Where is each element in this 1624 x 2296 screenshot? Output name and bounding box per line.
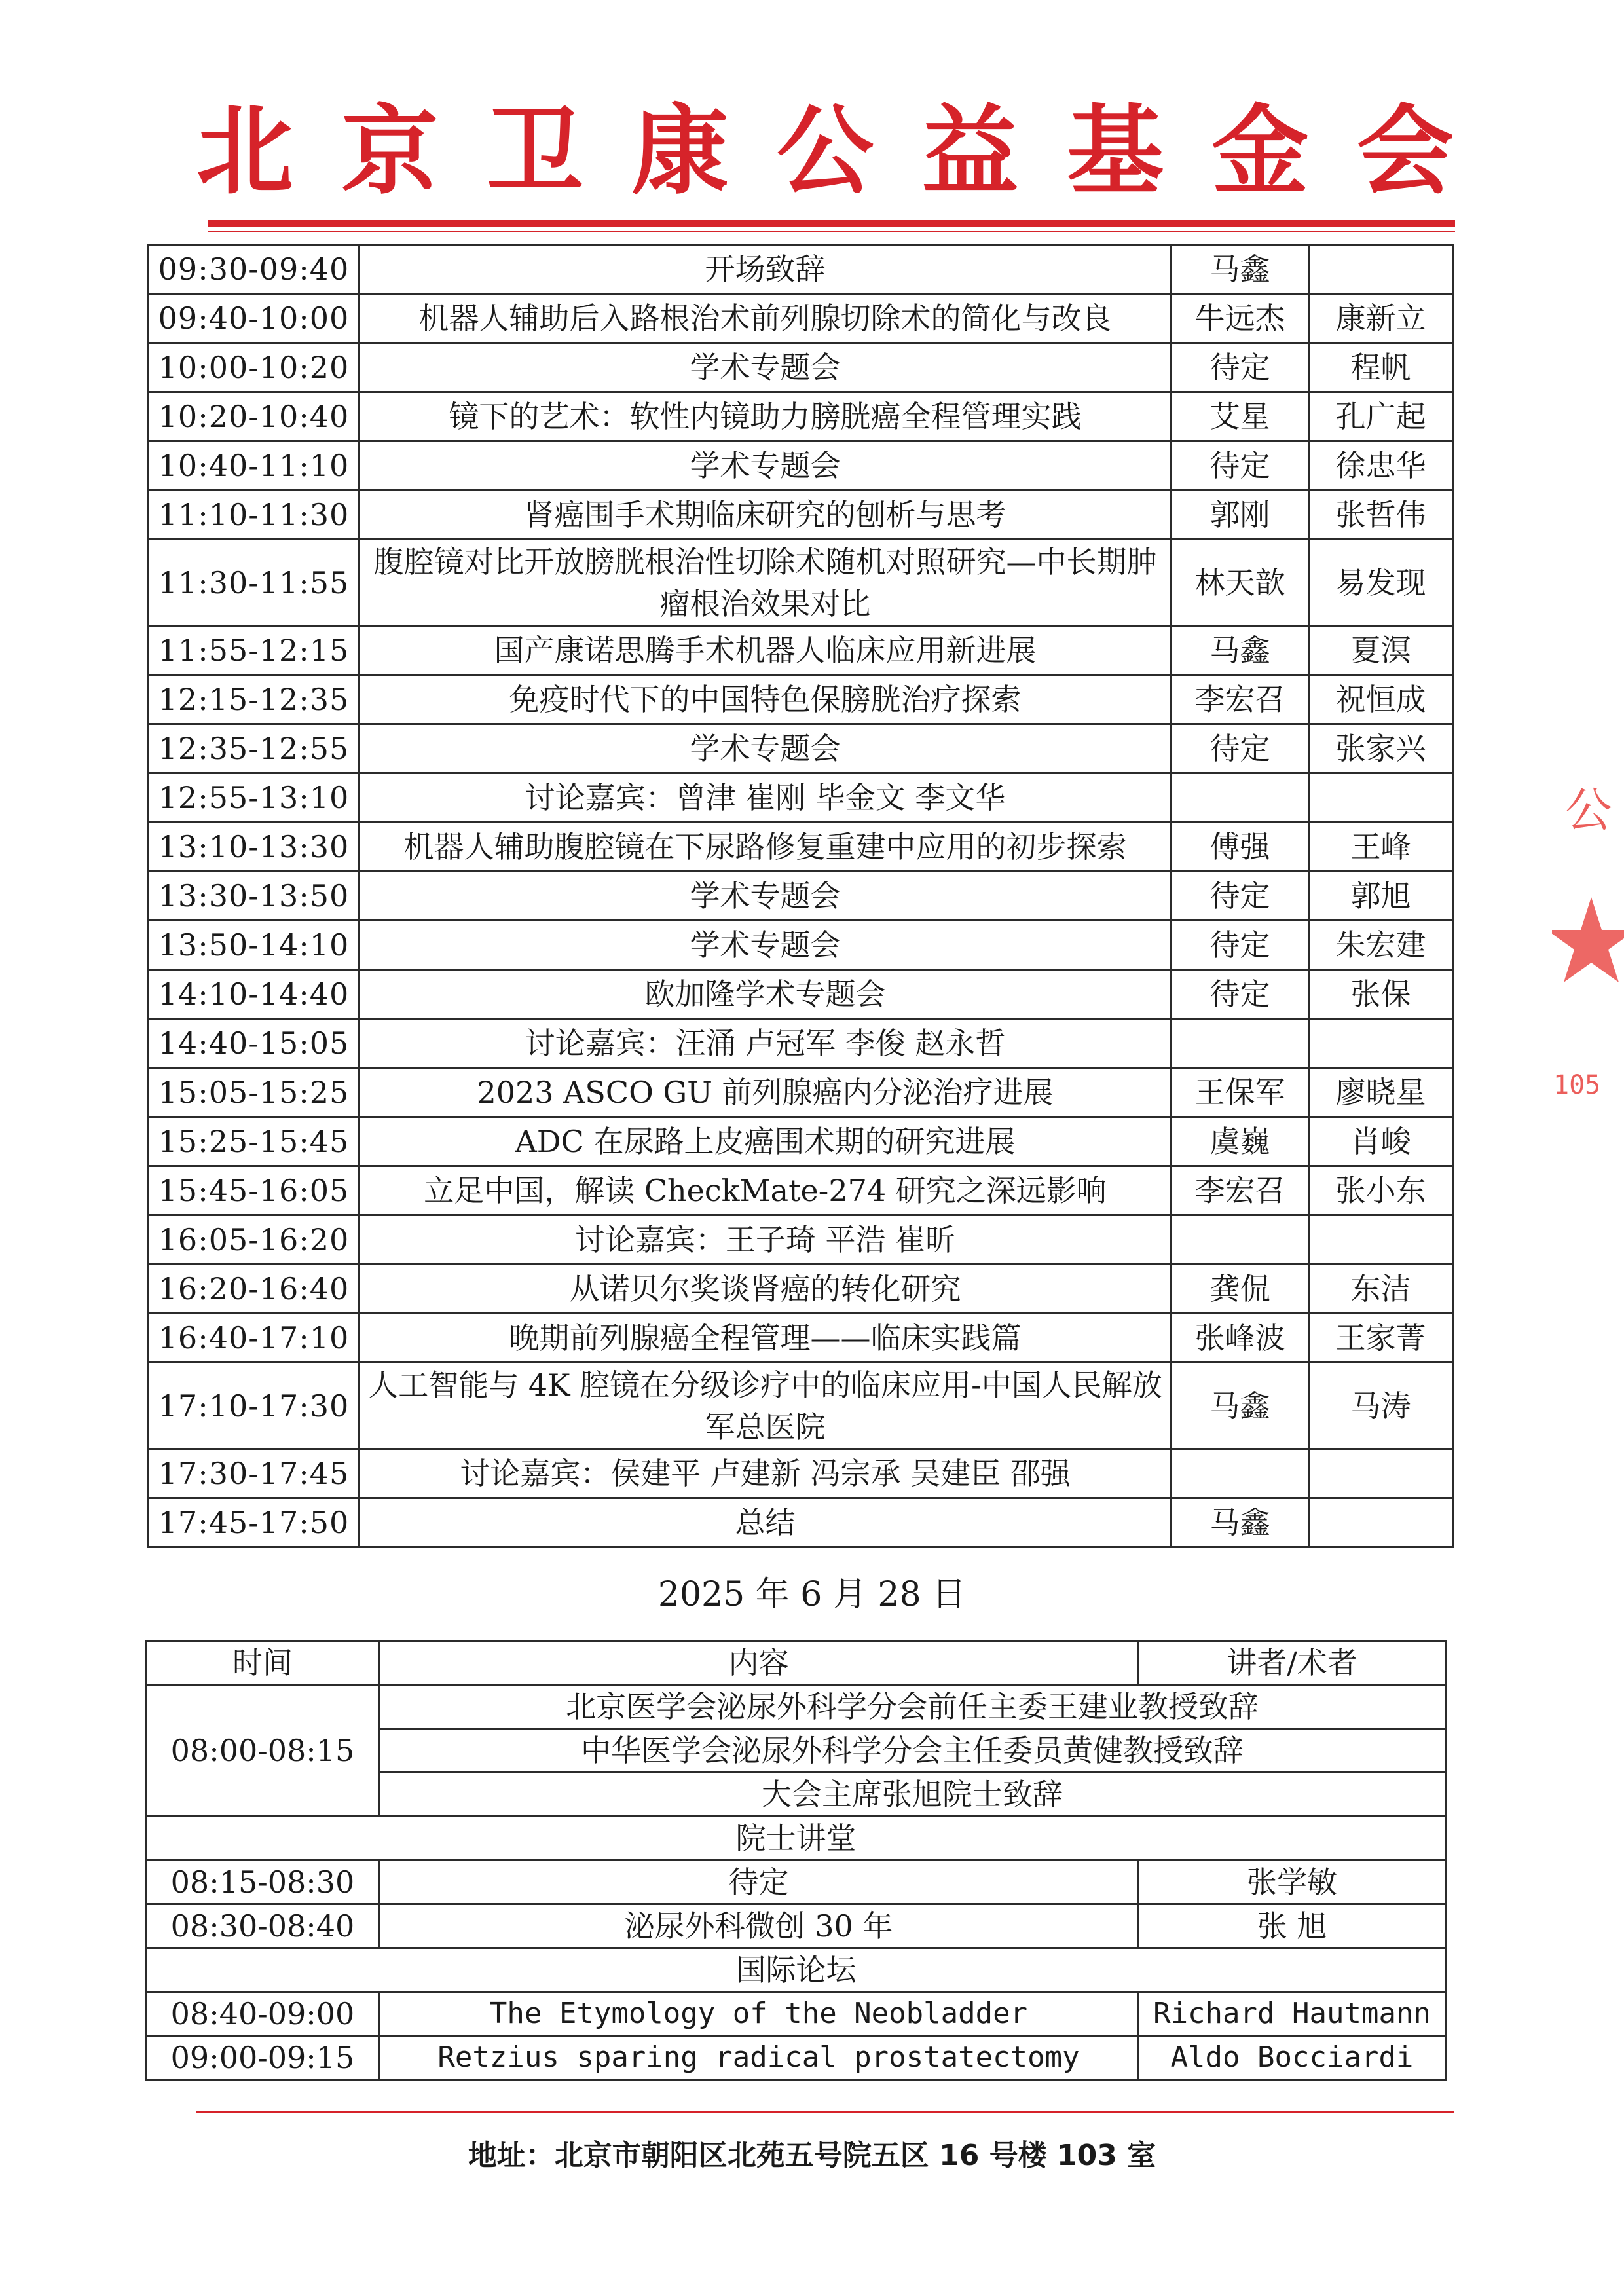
table-row (147, 1861, 1446, 1904)
session-speaker: 李宏召 (1172, 1166, 1309, 1215)
session-time: 15:45-16:05 (149, 1166, 360, 1215)
table-row (149, 1117, 1453, 1166)
section-academician: 院士讲堂 (147, 1817, 1446, 1861)
footer-rule (196, 2111, 1454, 2113)
section-international: 国际论坛 (147, 1948, 1446, 1992)
session-topic: 腹腔镜对比开放膀胱根治性切除术随机对照研究—中长期肿瘤根治效果对比 (360, 540, 1172, 626)
footer-address: 地址：北京市朝阳区北苑五号院五区 16 号楼 103 室 (468, 2139, 1156, 2172)
table-row (147, 1685, 1446, 1729)
session-time: 16:20-16:40 (149, 1265, 360, 1314)
session-topic: 机器人辅助腹腔镜在下尿路修复重建中应用的初步探索 (360, 823, 1172, 872)
table-row (149, 1068, 1453, 1117)
opening-time: 08:00-08:15 (147, 1685, 379, 1817)
session-time: 09:00-09:15 (147, 2036, 379, 2080)
session-speaker: 艾星 (1172, 392, 1309, 441)
session-host: 朱宏建 (1309, 921, 1453, 970)
session-time: 12:15-12:35 (149, 675, 360, 724)
session-host: 康新立 (1309, 294, 1453, 343)
session-speaker: Aldo Bocciardi (1139, 2036, 1446, 2080)
session-speaker: 虞巍 (1172, 1117, 1309, 1166)
session-topic: 学术专题会 (360, 921, 1172, 970)
table-row (149, 1498, 1453, 1547)
table-row (149, 1166, 1453, 1215)
session-host: 易发现 (1309, 540, 1453, 626)
session-host: 东洁 (1309, 1265, 1453, 1314)
opening-item: 中华医学会泌尿外科学分会主任委员黄健教授致辞 (379, 1729, 1446, 1773)
session-topic: 从诺贝尔奖谈肾癌的转化研究 (360, 1265, 1172, 1314)
table-row (149, 872, 1453, 921)
session-time: 11:10-11:30 (149, 491, 360, 540)
stamp-code: 105 (1553, 1070, 1601, 1100)
session-speaker: 待定 (1172, 724, 1309, 773)
session-speaker: 张 旭 (1139, 1904, 1446, 1948)
table-row (147, 1992, 1446, 2036)
session-topic: 肾癌围手术期临床研究的刨析与思考 (360, 491, 1172, 540)
session-host: 祝恒成 (1309, 675, 1453, 724)
session-topic: 立足中国，解读 CheckMate-274 研究之深远影响 (360, 1166, 1172, 1215)
title-char: 康 (631, 94, 729, 208)
table-row (149, 675, 1453, 724)
session-time: 13:10-13:30 (149, 823, 360, 872)
session-topic: 欧加隆学术专题会 (360, 970, 1172, 1019)
session-speaker: 牛远杰 (1172, 294, 1309, 343)
session-time: 09:40-10:00 (149, 294, 360, 343)
header-content: 内容 (379, 1641, 1139, 1685)
session-host: 张保 (1309, 970, 1453, 1019)
session-time: 14:10-14:40 (149, 970, 360, 1019)
session-speaker: 龚侃 (1172, 1265, 1309, 1314)
session-time: 17:45-17:50 (149, 1498, 360, 1547)
session-topic: 学术专题会 (360, 872, 1172, 921)
session-host: 程帆 (1309, 343, 1453, 392)
session-topic: 国产康诺思腾手术机器人临床应用新进展 (360, 626, 1172, 675)
table-row (149, 540, 1453, 626)
session-topic: 讨论嘉宾：曾津 崔刚 毕金文 李文华 (360, 773, 1172, 823)
seal-stamp-partial (1552, 773, 1624, 1113)
date-heading: 2025 年 6 月 28 日 (657, 1575, 967, 1614)
organization-title (196, 94, 1454, 208)
session-speaker: 林天歆 (1172, 540, 1309, 626)
session-speaker: 李宏召 (1172, 675, 1309, 724)
session-time: 17:30-17:45 (149, 1449, 360, 1498)
table-row (149, 1215, 1453, 1265)
header-time: 时间 (147, 1641, 379, 1685)
session-speaker: Richard Hautmann (1139, 1992, 1446, 2036)
table-row (149, 1265, 1453, 1314)
session-topic: 学术专题会 (360, 441, 1172, 491)
session-time: 10:00-10:20 (149, 343, 360, 392)
session-host: 王家菁 (1309, 1314, 1453, 1363)
opening-item: 北京医学会泌尿外科学分会前任主委王建业教授致辞 (379, 1685, 1446, 1729)
session-topic: 讨论嘉宾：侯建平 卢建新 冯宗承 吴建臣 邵强 (360, 1449, 1172, 1498)
session-host: 马涛 (1309, 1363, 1453, 1449)
session-speaker (1172, 773, 1309, 823)
session-topic: 镜下的艺术：软性内镜助力膀胱癌全程管理实践 (360, 392, 1172, 441)
session-speaker: 马鑫 (1172, 1363, 1309, 1449)
title-char: 京 (341, 94, 439, 208)
session-speaker (1172, 1019, 1309, 1068)
schedule-table-day1 (147, 244, 1454, 1548)
session-time: 17:10-17:30 (149, 1363, 360, 1449)
session-host: 孔广起 (1309, 392, 1453, 441)
session-time: 13:30-13:50 (149, 872, 360, 921)
title-char: 北 (196, 94, 293, 208)
session-speaker: 马鑫 (1172, 245, 1309, 294)
table-row (147, 1904, 1446, 1948)
session-time: 14:40-15:05 (149, 1019, 360, 1068)
table-row (149, 294, 1453, 343)
session-host (1309, 1019, 1453, 1068)
section-row (147, 1817, 1446, 1861)
session-time: 15:25-15:45 (149, 1117, 360, 1166)
session-time: 08:40-09:00 (147, 1992, 379, 2036)
session-host: 徐忠华 (1309, 441, 1453, 491)
section-row (147, 1948, 1446, 1992)
session-speaker: 待定 (1172, 343, 1309, 392)
session-speaker: 待定 (1172, 872, 1309, 921)
session-speaker: 张学敏 (1139, 1861, 1446, 1904)
session-host (1309, 773, 1453, 823)
session-time: 15:05-15:25 (149, 1068, 360, 1117)
session-topic: 开场致辞 (360, 245, 1172, 294)
table-row (149, 1363, 1453, 1449)
title-char: 金 (1211, 94, 1309, 208)
table-row (149, 1449, 1453, 1498)
stamp-char: 公 (1565, 783, 1613, 838)
session-time: 11:55-12:15 (149, 626, 360, 675)
session-speaker: 王保军 (1172, 1068, 1309, 1117)
table-row (149, 1314, 1453, 1363)
session-time: 16:40-17:10 (149, 1314, 360, 1363)
session-speaker (1172, 1215, 1309, 1265)
opening-item: 大会主席张旭院士致辞 (379, 1773, 1446, 1817)
session-time: 10:40-11:10 (149, 441, 360, 491)
header-rule-thin (208, 231, 1455, 232)
header-rule-thick (208, 220, 1455, 227)
table-row (149, 491, 1453, 540)
session-topic: 学术专题会 (360, 343, 1172, 392)
session-content: 泌尿外科微创 30 年 (379, 1904, 1139, 1948)
session-speaker: 傅强 (1172, 823, 1309, 872)
table-row (149, 970, 1453, 1019)
session-speaker: 待定 (1172, 921, 1309, 970)
session-time: 10:20-10:40 (149, 392, 360, 441)
session-speaker: 张峰波 (1172, 1314, 1309, 1363)
table-row (149, 773, 1453, 823)
session-speaker: 待定 (1172, 441, 1309, 491)
stamp-star-icon (1552, 897, 1624, 982)
session-speaker: 马鑫 (1172, 626, 1309, 675)
session-host: 王峰 (1309, 823, 1453, 872)
session-speaker: 郭刚 (1172, 491, 1309, 540)
table-row (149, 1019, 1453, 1068)
title-char: 公 (777, 94, 874, 208)
table-row (149, 921, 1453, 970)
session-time: 13:50-14:10 (149, 921, 360, 970)
session-host: 张哲伟 (1309, 491, 1453, 540)
table-row (149, 392, 1453, 441)
session-host: 张家兴 (1309, 724, 1453, 773)
session-time: 12:35-12:55 (149, 724, 360, 773)
session-host (1309, 1215, 1453, 1265)
title-char: 卫 (487, 94, 583, 208)
session-time: 16:05-16:20 (149, 1215, 360, 1265)
title-char: 会 (1357, 94, 1454, 208)
session-content: Retzius sparing radical prostatectomy (379, 2036, 1139, 2080)
table-row (149, 441, 1453, 491)
schedule-table-day2 (145, 1640, 1447, 2081)
session-host: 张小东 (1309, 1166, 1453, 1215)
table-header-row (147, 1641, 1446, 1685)
table-row (147, 2036, 1446, 2080)
session-topic: 机器人辅助后入路根治术前列腺切除术的简化与改良 (360, 294, 1172, 343)
session-time: 08:15-08:30 (147, 1861, 379, 1904)
session-host (1309, 1449, 1453, 1498)
session-topic: 讨论嘉宾：汪涌 卢冠军 李俊 赵永哲 (360, 1019, 1172, 1068)
header-speaker: 讲者/术者 (1139, 1641, 1446, 1685)
session-host (1309, 1498, 1453, 1547)
session-speaker (1172, 1449, 1309, 1498)
table-row (149, 626, 1453, 675)
table-row (149, 245, 1453, 294)
session-speaker: 待定 (1172, 970, 1309, 1019)
session-topic: 免疫时代下的中国特色保膀胱治疗探索 (360, 675, 1172, 724)
table-row (149, 724, 1453, 773)
session-time: 09:30-09:40 (149, 245, 360, 294)
session-time: 12:55-13:10 (149, 773, 360, 823)
session-topic: 2023 ASCO GU 前列腺癌内分泌治疗进展 (360, 1068, 1172, 1117)
title-char: 益 (921, 94, 1019, 208)
session-host: 肖峻 (1309, 1117, 1453, 1166)
session-speaker: 马鑫 (1172, 1498, 1309, 1547)
title-char: 基 (1067, 94, 1164, 208)
session-content: The Etymology of the Neobladder (379, 1992, 1139, 2036)
table-row (149, 823, 1453, 872)
session-topic: 讨论嘉宾：王子琦 平浩 崔昕 (360, 1215, 1172, 1265)
session-content: 待定 (379, 1861, 1139, 1904)
session-host: 郭旭 (1309, 872, 1453, 921)
session-topic: ADC 在尿路上皮癌围术期的研究进展 (360, 1117, 1172, 1166)
table-row (149, 343, 1453, 392)
session-time: 11:30-11:55 (149, 540, 360, 626)
session-host: 廖晓星 (1309, 1068, 1453, 1117)
session-topic: 学术专题会 (360, 724, 1172, 773)
session-host (1309, 245, 1453, 294)
session-host: 夏溟 (1309, 626, 1453, 675)
session-topic: 人工智能与 4K 腔镜在分级诊疗中的临床应用-中国人民解放军总医院 (360, 1363, 1172, 1449)
session-topic: 总结 (360, 1498, 1172, 1547)
session-topic: 晚期前列腺癌全程管理——临床实践篇 (360, 1314, 1172, 1363)
session-time: 08:30-08:40 (147, 1904, 379, 1948)
